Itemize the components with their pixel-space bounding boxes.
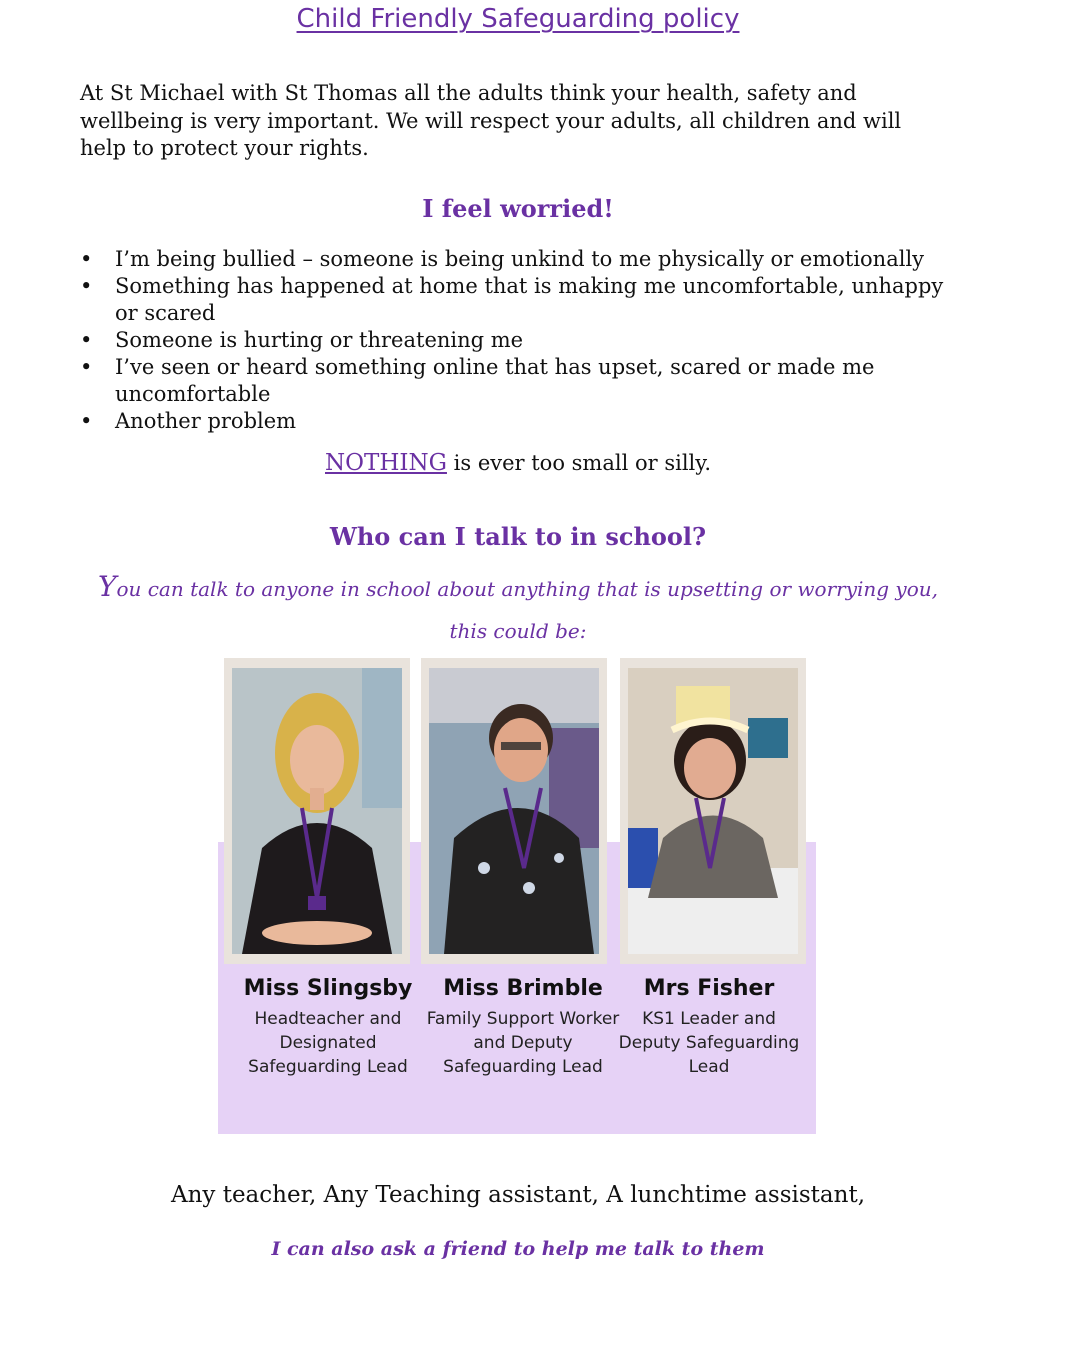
worry-text: Another problem (115, 409, 297, 433)
list-item (80, 246, 960, 273)
staff-role: Headteacher and Designated Safeguarding Lead (248, 1009, 408, 1077)
talk-note-rest: ou can talk to anyone in school about anything that is upsetting or worrying you, (116, 577, 939, 601)
list-item (80, 273, 960, 327)
brimble-photo (421, 658, 607, 964)
talk-note-line-1 (0, 566, 1036, 610)
bullet-icon: • (80, 247, 93, 271)
staff-brimble (425, 976, 621, 1079)
worry-text: Someone is hurting or threatening me (115, 328, 524, 352)
page-title: Child Friendly Safeguarding policy (296, 4, 740, 34)
staff-name: Miss Slingsby (243, 976, 413, 1001)
talk-heading: Who can I talk to in school? (329, 522, 707, 551)
portrait-icon (628, 668, 798, 954)
staff-role: Family Support Worker and Deputy Safeguarding Lead (426, 1009, 620, 1077)
slingsby-photo (224, 658, 410, 964)
fisher-photo (620, 658, 806, 964)
nothing-emphasis: NOTHING (325, 450, 447, 476)
nothing-too-small-line (0, 450, 1036, 476)
staff-name: Mrs Fisher (643, 976, 775, 1001)
staff-slingsby (230, 976, 426, 1079)
worry-text: I’m being bullied – someone is being unkind to me physically or emotionally (115, 247, 925, 271)
list-item (80, 327, 960, 354)
bullet-icon: • (80, 355, 93, 379)
staff-fisher (611, 976, 807, 1079)
intro-paragraph: At St Michael with St Thomas all the adults think your health, safety and wellbeing is very important. We will respect your adults, all children and will help to protect your rights. (80, 81, 902, 160)
staff-name: Miss Brimble (443, 976, 603, 1001)
bullet-icon: • (80, 274, 93, 298)
talk-note (0, 566, 1036, 652)
staff-card (218, 646, 816, 1134)
ask-a-friend-note: I can also ask a friend to help me talk to them (271, 1238, 765, 1260)
bullet-icon: • (80, 328, 93, 352)
list-item (80, 408, 960, 435)
worries-list (80, 246, 960, 435)
worry-text: Something has happened at home that is making me uncomfortable, unhappy or scared (115, 274, 944, 325)
worried-heading: I feel worried! (422, 194, 614, 223)
portrait-icon (232, 668, 402, 954)
talk-note-line-2: this could be: (449, 619, 587, 643)
worry-text: I’ve seen or heard something online that has upset, scared or made me uncomfortable (115, 355, 875, 406)
staff-role: KS1 Leader and Deputy Safeguarding Lead (618, 1009, 800, 1077)
bullet-icon: • (80, 409, 93, 433)
nothing-rest: is ever too small or silly. (446, 451, 711, 475)
other-adults-line: Any teacher, Any Teaching assistant, A lunchtime assistant, (170, 1182, 866, 1208)
portrait-icon (429, 668, 599, 954)
list-item (80, 354, 960, 408)
talk-note-initial: Y (97, 570, 117, 603)
